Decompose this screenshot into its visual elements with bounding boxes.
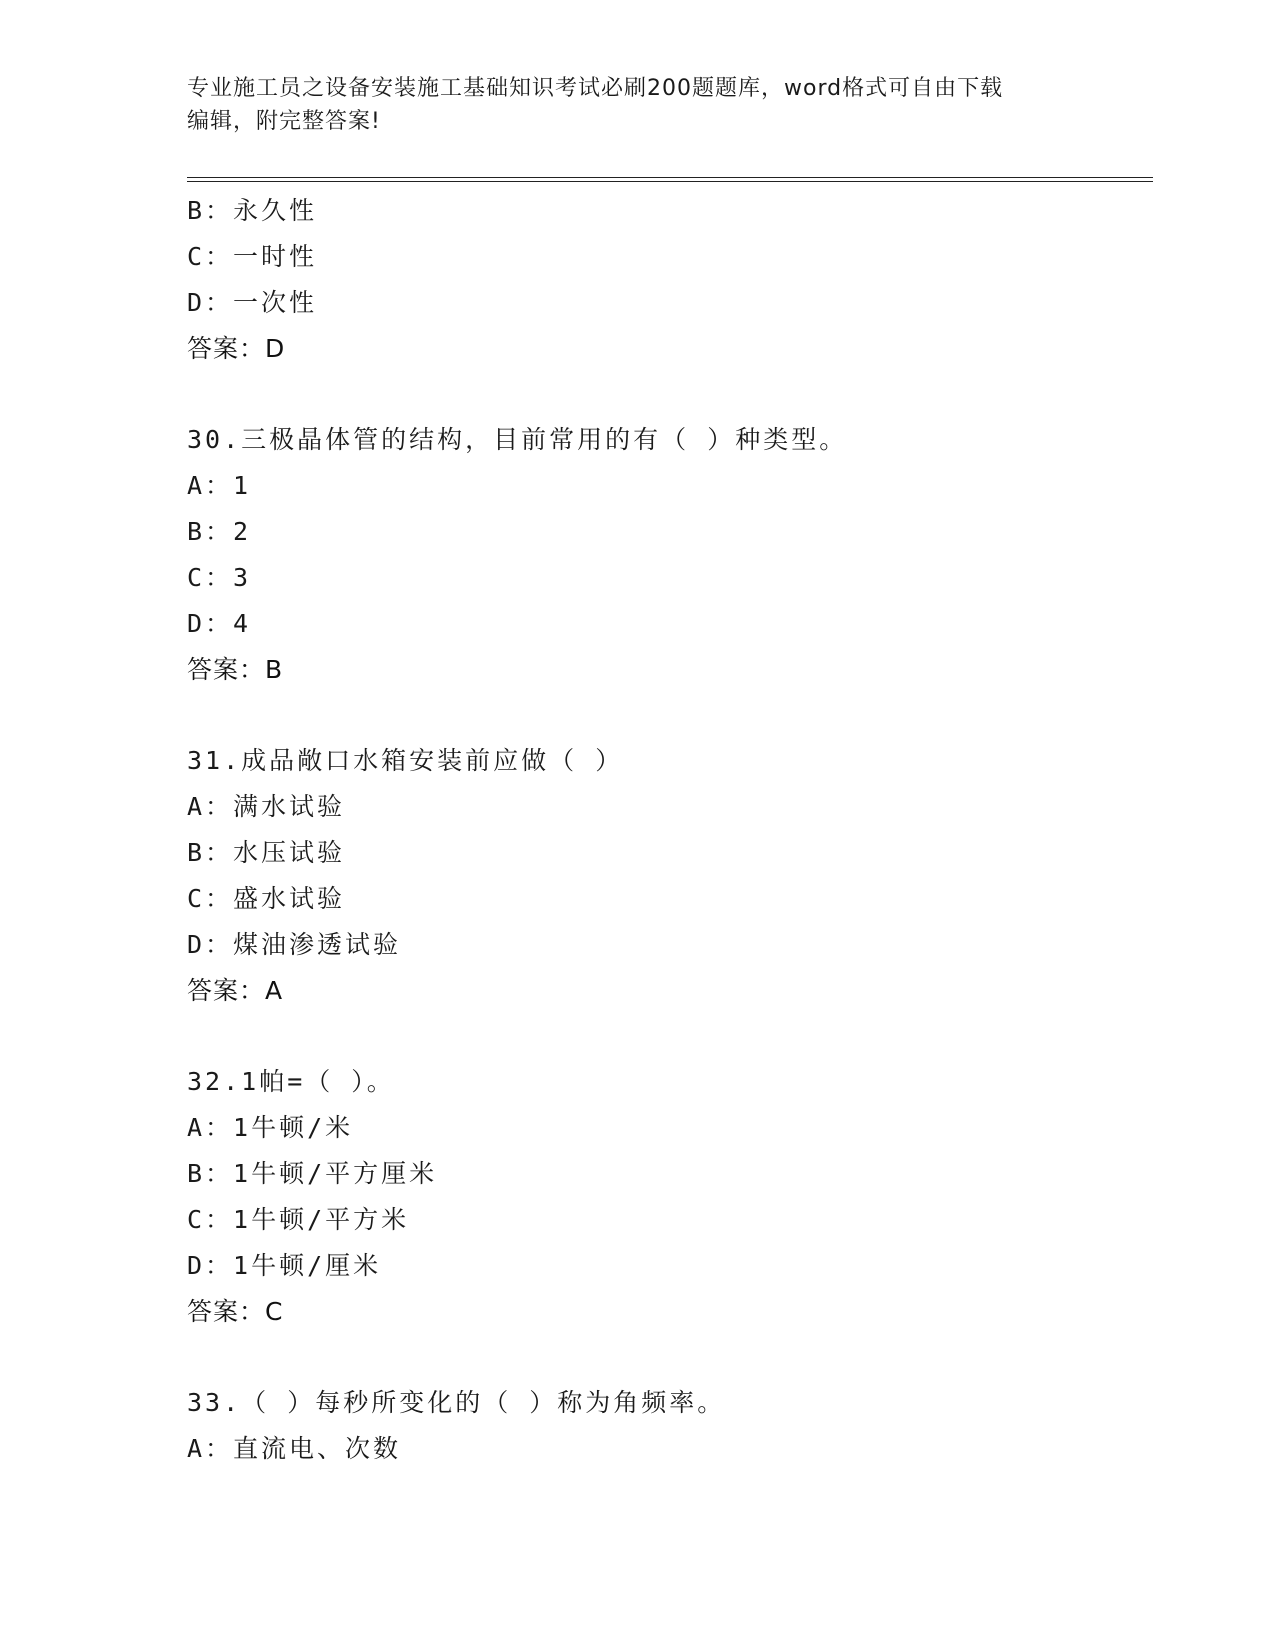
answer-line: 答案：B bbox=[187, 655, 284, 684]
header-divider bbox=[187, 177, 1153, 182]
option-b: B：2 bbox=[187, 517, 252, 546]
option-a: A：1 bbox=[187, 471, 252, 500]
question-list bbox=[187, 188, 1147, 1472]
option-d: D：4 bbox=[187, 609, 252, 638]
option-c: C：3 bbox=[187, 563, 252, 592]
question-32 bbox=[187, 1059, 1147, 1335]
question-stem: 33.（ ）每秒所变化的（ ）称为角频率。 bbox=[187, 1388, 726, 1417]
option-d: D：一次性 bbox=[187, 288, 318, 317]
question-30 bbox=[187, 417, 1147, 693]
option-c: C：一时性 bbox=[187, 242, 318, 271]
option-b: B：水压试验 bbox=[187, 838, 346, 867]
answer-line: 答案：C bbox=[187, 1297, 284, 1326]
question-31 bbox=[187, 738, 1147, 1014]
question-stem: 31.成品敞口水箱安装前应做（ ） bbox=[187, 746, 624, 775]
header-title-line-1: 专业施工员之设备安装施工基础知识考试必刷200题题库，word格式可自由下载 bbox=[187, 76, 1004, 101]
option-a: A：满水试验 bbox=[187, 792, 346, 821]
question-29-tail bbox=[187, 188, 1147, 372]
option-d: D：煤油渗透试验 bbox=[187, 930, 402, 959]
option-a: A：直流电、次数 bbox=[187, 1434, 402, 1463]
option-c: C：盛水试验 bbox=[187, 884, 346, 913]
option-b: B：永久性 bbox=[187, 196, 318, 225]
option-b: B：1牛顿/平方厘米 bbox=[187, 1159, 438, 1188]
header-title-line-2: 编辑，附完整答案! bbox=[187, 109, 381, 134]
question-stem: 32.1帕=（ ）。 bbox=[187, 1067, 395, 1096]
answer-line: 答案：A bbox=[187, 976, 284, 1005]
option-d: D：1牛顿/厘米 bbox=[187, 1251, 382, 1280]
option-c: C：1牛顿/平方米 bbox=[187, 1205, 410, 1234]
document-header bbox=[187, 72, 1087, 138]
question-33 bbox=[187, 1380, 1147, 1472]
option-a: A：1牛顿/米 bbox=[187, 1113, 354, 1142]
question-stem: 30.三极晶体管的结构，目前常用的有（ ）种类型。 bbox=[187, 425, 848, 454]
answer-line: 答案：D bbox=[187, 334, 286, 363]
